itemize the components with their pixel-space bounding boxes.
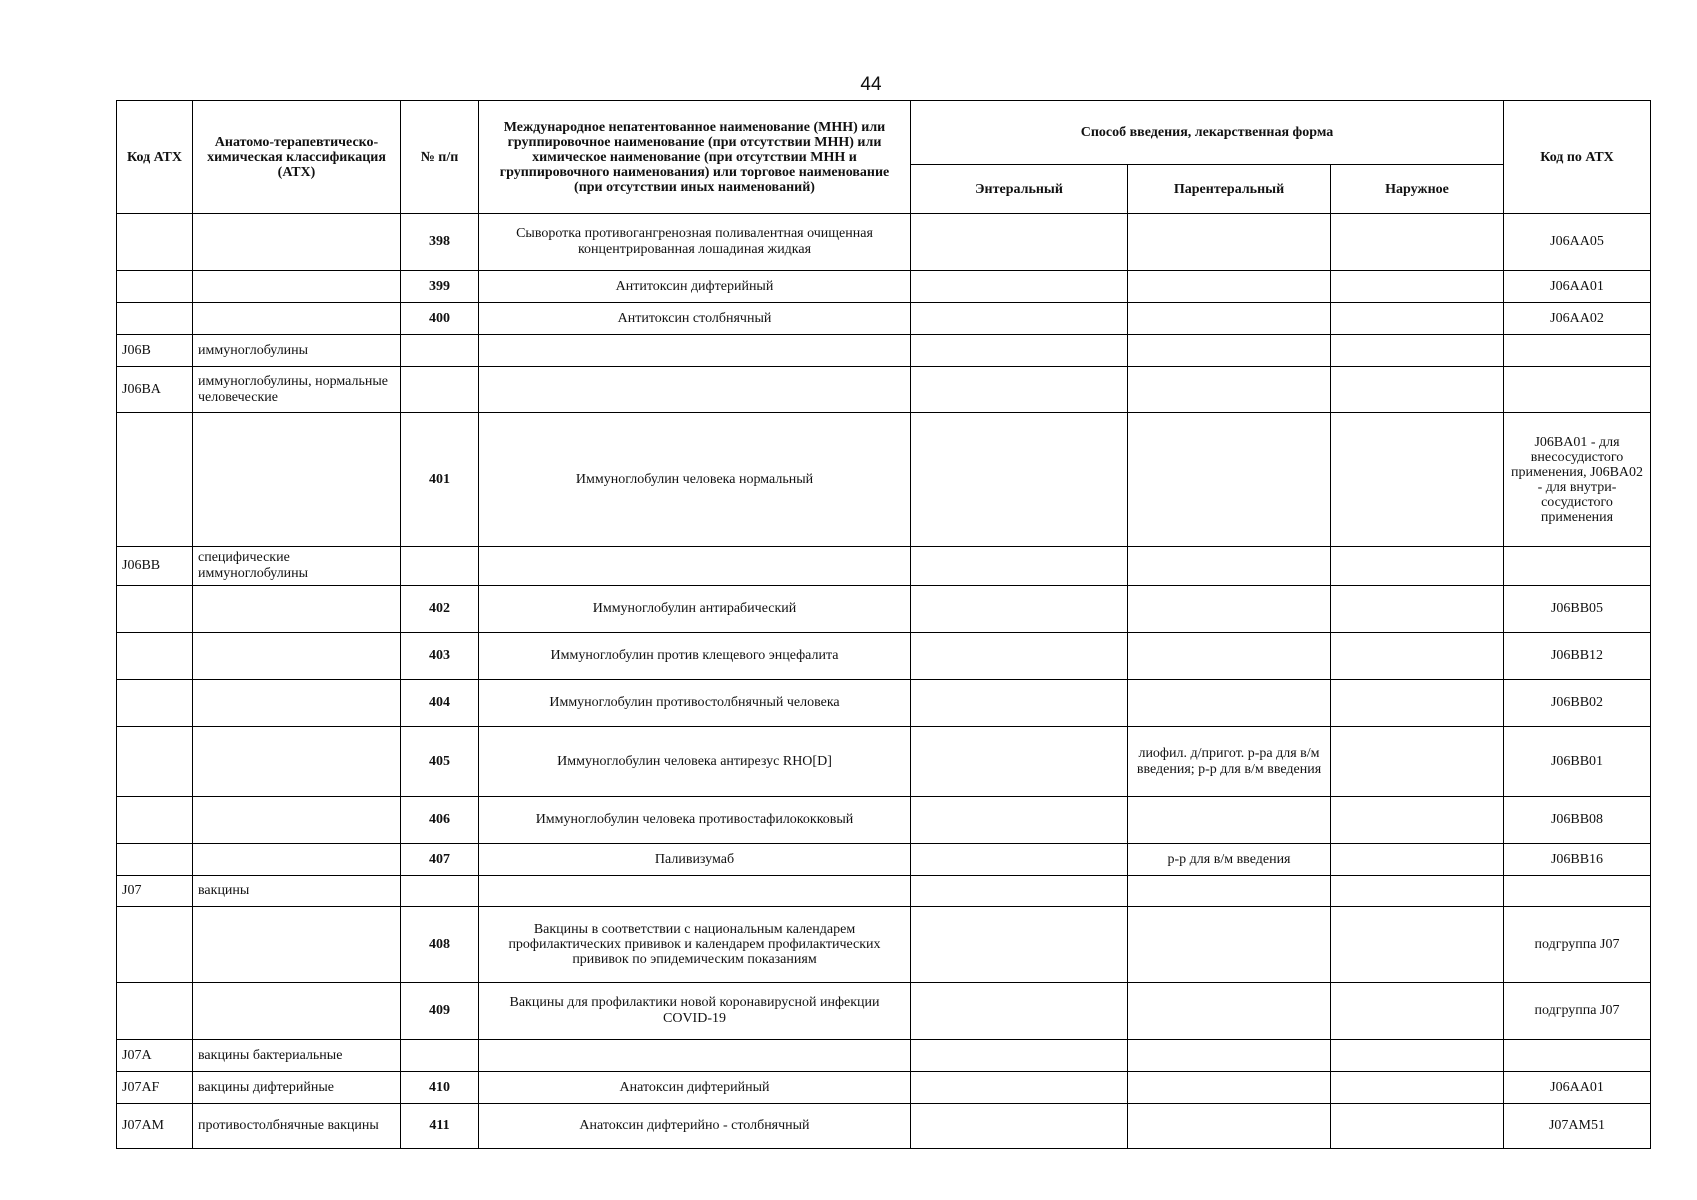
cell-enteral (911, 844, 1128, 876)
cell-code: J07AM (117, 1104, 193, 1149)
table-row (117, 844, 1651, 876)
cell-atc (1504, 367, 1651, 413)
cell-enteral (911, 367, 1128, 413)
cell-atc: J06AA02 (1504, 303, 1651, 335)
cell-atc: J06BB02 (1504, 680, 1651, 727)
cell-name: Иммуноглобулин человека антирезус RHO[D] (479, 727, 911, 797)
drug-table (116, 100, 1651, 1149)
cell-external (1331, 727, 1504, 797)
cell-name: Анатоксин дифтерийный (479, 1072, 911, 1104)
cell-code (117, 727, 193, 797)
cell-name: Иммуноглобулин противостолбнячный человека (479, 680, 911, 727)
cell-number: 411 (401, 1104, 479, 1149)
cell-enteral (911, 214, 1128, 271)
cell-external (1331, 633, 1504, 680)
header-classification: Анатомо-терапевтическо-химическая классификация (АТХ) (193, 101, 401, 214)
cell-atc: J06BB01 (1504, 727, 1651, 797)
cell-code: J06BA (117, 367, 193, 413)
cell-code (117, 797, 193, 844)
header-enteral: Энтеральный (911, 165, 1128, 214)
cell-external (1331, 1104, 1504, 1149)
cell-code (117, 680, 193, 727)
cell-classification (193, 727, 401, 797)
cell-code (117, 633, 193, 680)
cell-classification (193, 680, 401, 727)
table-row (117, 797, 1651, 844)
cell-enteral (911, 547, 1128, 586)
cell-number: 401 (401, 413, 479, 547)
cell-name (479, 335, 911, 367)
cell-parenteral (1128, 303, 1331, 335)
table-row (117, 1072, 1651, 1104)
cell-number: 404 (401, 680, 479, 727)
table-row (117, 547, 1651, 586)
cell-atc: J06BA01 - для внесосудистого применения, J06BA02 - для внутри-сосудистого применения (1504, 413, 1651, 547)
page-number: 44 (860, 74, 882, 95)
cell-number: 399 (401, 271, 479, 303)
cell-atc: J06AA01 (1504, 271, 1651, 303)
cell-number: 405 (401, 727, 479, 797)
table-row (117, 727, 1651, 797)
cell-atc: подгруппа J07 (1504, 983, 1651, 1040)
cell-parenteral (1128, 1072, 1331, 1104)
header-atc-code: Код по АТХ (1504, 101, 1651, 214)
cell-parenteral (1128, 633, 1331, 680)
cell-enteral (911, 876, 1128, 907)
cell-atc: J06AA01 (1504, 1072, 1651, 1104)
cell-external (1331, 876, 1504, 907)
cell-code (117, 271, 193, 303)
cell-parenteral (1128, 680, 1331, 727)
header-parenteral: Парентеральный (1128, 165, 1331, 214)
cell-name: Иммуноглобулин антирабический (479, 586, 911, 633)
cell-atc (1504, 547, 1651, 586)
cell-code: J07 (117, 876, 193, 907)
cell-enteral (911, 335, 1128, 367)
table-row (117, 907, 1651, 983)
cell-parenteral (1128, 547, 1331, 586)
cell-enteral (911, 1040, 1128, 1072)
cell-external (1331, 797, 1504, 844)
cell-classification: вакцины (193, 876, 401, 907)
cell-classification (193, 633, 401, 680)
cell-parenteral: лиофил. д/пригот. р-ра для в/м введения; р-р для в/м введения (1128, 727, 1331, 797)
cell-name (479, 1040, 911, 1072)
cell-enteral (911, 271, 1128, 303)
cell-code (117, 413, 193, 547)
cell-name: Сыворотка противогангренозная поливалентная очищенная концентрированная лошадиная жидкая (479, 214, 911, 271)
cell-number: 407 (401, 844, 479, 876)
cell-name: Иммуноглобулин против клещевого энцефалита (479, 633, 911, 680)
cell-classification: вакцины бактериальные (193, 1040, 401, 1072)
cell-enteral (911, 413, 1128, 547)
cell-external (1331, 907, 1504, 983)
cell-external (1331, 680, 1504, 727)
table-row (117, 367, 1651, 413)
cell-external (1331, 367, 1504, 413)
cell-external (1331, 844, 1504, 876)
cell-enteral (911, 586, 1128, 633)
cell-name (479, 876, 911, 907)
cell-enteral (911, 983, 1128, 1040)
table-body (117, 214, 1651, 1149)
header-code: Код АТХ (117, 101, 193, 214)
header-name: Международное непатентованное наименование (МНН) или группировочное наименование (при отсутствии МНН) или химическое наименование (при отсутствии МНН и группировочного наименования) или торговое наименование (при отсутствии иных наименований) (479, 101, 911, 214)
cell-classification (193, 271, 401, 303)
cell-enteral (911, 1072, 1128, 1104)
cell-number: 402 (401, 586, 479, 633)
cell-external (1331, 214, 1504, 271)
header-number: № п/п (401, 101, 479, 214)
cell-name (479, 367, 911, 413)
cell-code: J07A (117, 1040, 193, 1072)
cell-classification: иммуноглобулины (193, 335, 401, 367)
cell-parenteral (1128, 335, 1331, 367)
cell-enteral (911, 907, 1128, 983)
table-row (117, 633, 1651, 680)
cell-external (1331, 1040, 1504, 1072)
cell-atc: J07AM51 (1504, 1104, 1651, 1149)
cell-atc (1504, 876, 1651, 907)
cell-enteral (911, 633, 1128, 680)
cell-classification (193, 907, 401, 983)
table-row (117, 680, 1651, 727)
cell-parenteral (1128, 876, 1331, 907)
table-row (117, 983, 1651, 1040)
table-row (117, 271, 1651, 303)
cell-code: J06B (117, 335, 193, 367)
cell-number: 408 (401, 907, 479, 983)
cell-classification: вакцины дифтерийные (193, 1072, 401, 1104)
cell-classification: противостолбнячные вакцины (193, 1104, 401, 1149)
cell-classification (193, 586, 401, 633)
cell-name (479, 547, 911, 586)
table-row (117, 303, 1651, 335)
cell-number: 406 (401, 797, 479, 844)
cell-atc (1504, 1040, 1651, 1072)
cell-enteral (911, 680, 1128, 727)
cell-code: J06BB (117, 547, 193, 586)
cell-number (401, 547, 479, 586)
header-route: Способ введения, лекарственная форма (911, 101, 1504, 165)
cell-number: 403 (401, 633, 479, 680)
cell-parenteral (1128, 797, 1331, 844)
cell-external (1331, 271, 1504, 303)
cell-number (401, 335, 479, 367)
cell-classification (193, 214, 401, 271)
cell-name: Вакцины в соответствии с национальным календарем профилактических прививок и календарем профилактических прививок по эпидемическим показаниям (479, 907, 911, 983)
cell-classification: иммуноглобулины, нормальные человеческие (193, 367, 401, 413)
cell-parenteral (1128, 367, 1331, 413)
cell-atc: J06BB08 (1504, 797, 1651, 844)
cell-code (117, 586, 193, 633)
table-row (117, 586, 1651, 633)
cell-code (117, 983, 193, 1040)
cell-classification (193, 797, 401, 844)
cell-parenteral (1128, 983, 1331, 1040)
cell-code (117, 907, 193, 983)
cell-parenteral (1128, 1040, 1331, 1072)
cell-classification: специфические иммуноглобулины (193, 547, 401, 586)
cell-atc: J06BB12 (1504, 633, 1651, 680)
cell-enteral (911, 1104, 1128, 1149)
cell-external (1331, 335, 1504, 367)
table-row (117, 335, 1651, 367)
cell-code (117, 303, 193, 335)
cell-parenteral (1128, 1104, 1331, 1149)
header-external: Наружное (1331, 165, 1504, 214)
cell-external (1331, 586, 1504, 633)
cell-number: 398 (401, 214, 479, 271)
cell-parenteral: р-р для в/м введения (1128, 844, 1331, 876)
cell-name: Антитоксин столбнячный (479, 303, 911, 335)
cell-classification (193, 413, 401, 547)
cell-classification (193, 303, 401, 335)
cell-atc: J06BB05 (1504, 586, 1651, 633)
cell-atc (1504, 335, 1651, 367)
cell-classification (193, 983, 401, 1040)
cell-external (1331, 1072, 1504, 1104)
cell-code (117, 214, 193, 271)
cell-name: Иммуноглобулин человека нормальный (479, 413, 911, 547)
cell-enteral (911, 797, 1128, 844)
cell-atc: J06AA05 (1504, 214, 1651, 271)
cell-parenteral (1128, 271, 1331, 303)
cell-number (401, 876, 479, 907)
cell-number (401, 367, 479, 413)
cell-code (117, 844, 193, 876)
cell-name: Паливизумаб (479, 844, 911, 876)
cell-enteral (911, 303, 1128, 335)
table-row (117, 413, 1651, 547)
cell-parenteral (1128, 907, 1331, 983)
cell-external (1331, 303, 1504, 335)
cell-number (401, 1040, 479, 1072)
table-header (117, 101, 1651, 214)
cell-number: 400 (401, 303, 479, 335)
cell-number: 410 (401, 1072, 479, 1104)
cell-enteral (911, 727, 1128, 797)
cell-classification (193, 844, 401, 876)
cell-parenteral (1128, 413, 1331, 547)
cell-atc: J06BB16 (1504, 844, 1651, 876)
cell-parenteral (1128, 586, 1331, 633)
table-row (117, 1040, 1651, 1072)
cell-name: Вакцины для профилактики новой коронавирусной инфекции COVID-19 (479, 983, 911, 1040)
cell-name: Иммуноглобулин человека противостафилококковый (479, 797, 911, 844)
cell-number: 409 (401, 983, 479, 1040)
cell-code: J07AF (117, 1072, 193, 1104)
cell-parenteral (1128, 214, 1331, 271)
cell-external (1331, 547, 1504, 586)
cell-name: Антитоксин дифтерийный (479, 271, 911, 303)
cell-atc: подгруппа J07 (1504, 907, 1651, 983)
cell-external (1331, 983, 1504, 1040)
cell-name: Анатоксин дифтерийно - столбнячный (479, 1104, 911, 1149)
table-row (117, 1104, 1651, 1149)
table-row (117, 876, 1651, 907)
cell-external (1331, 413, 1504, 547)
table-row (117, 214, 1651, 271)
